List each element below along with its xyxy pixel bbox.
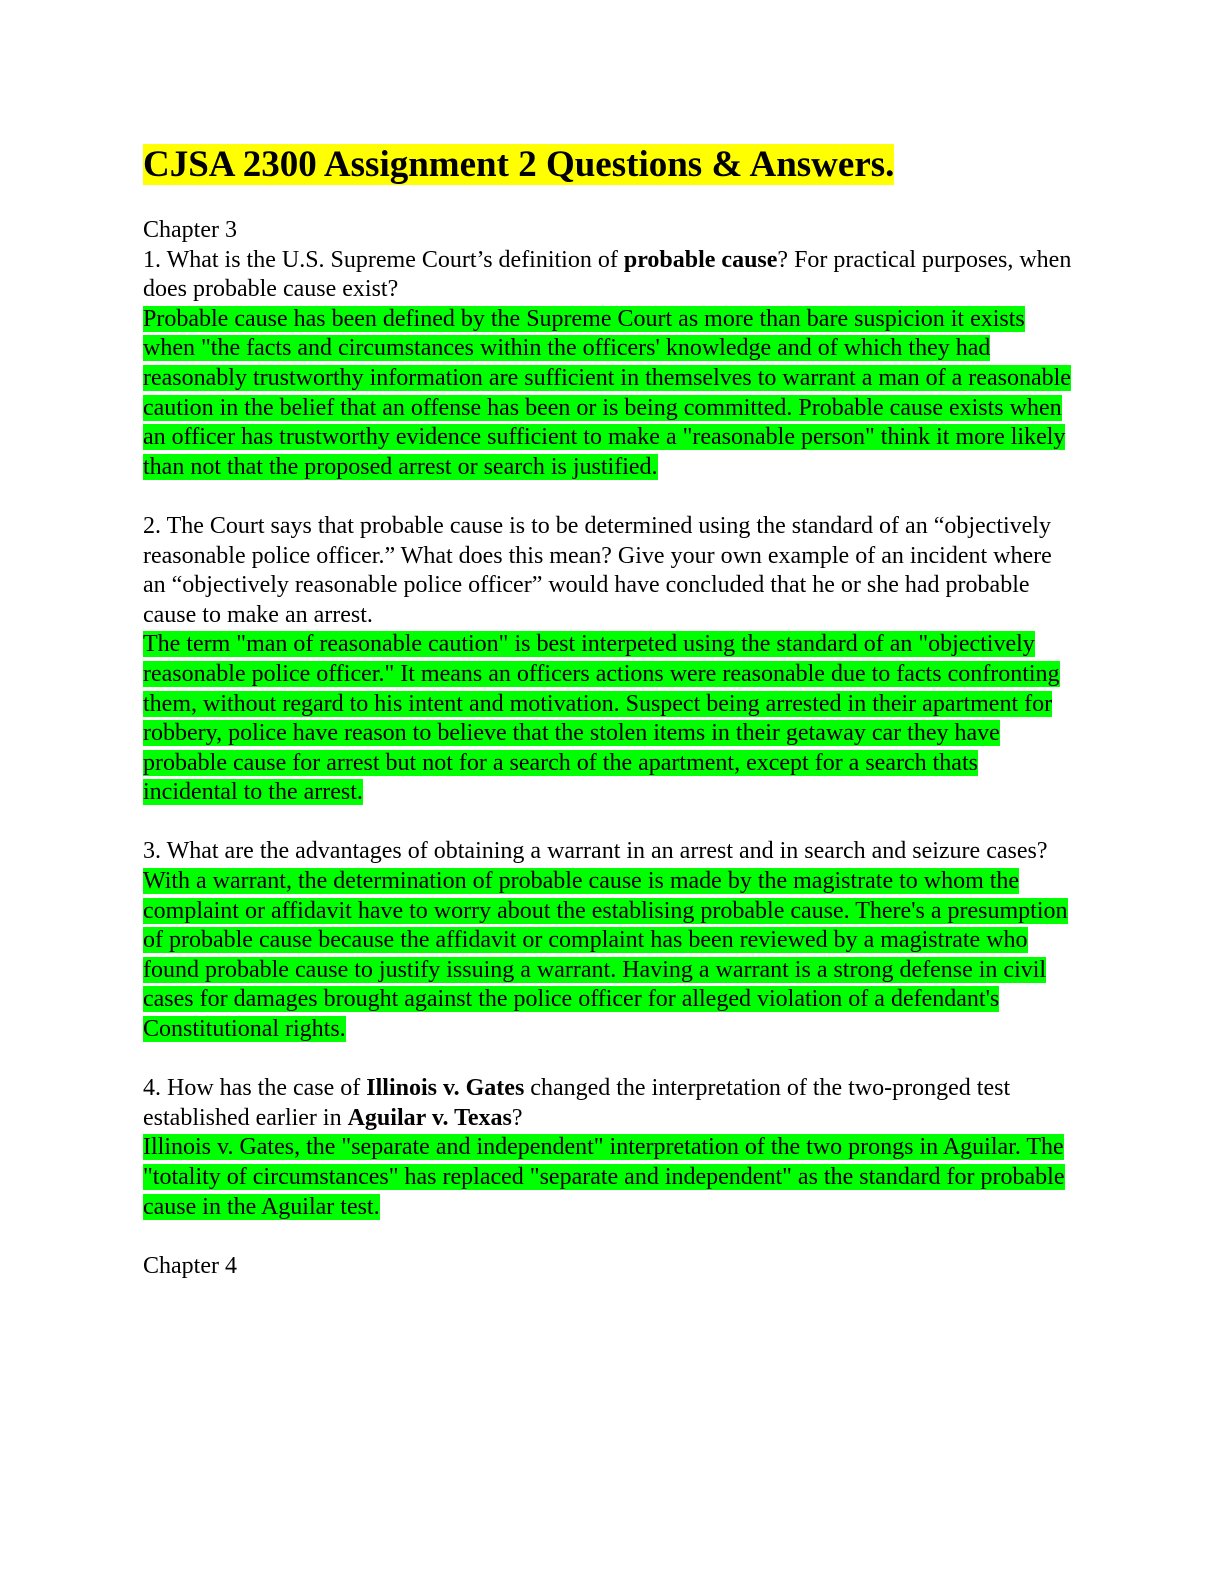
document-page [143, 140, 1073, 1281]
answer-3-text: With a warrant, the determination of probable cause is made by the magistrate to whom the complaint or affidavit have to worry about the establising probable cause. There's a presumption of probable cause because the affidavit or complaint has been reviewed by a magistrate who found probable cause to justify issuing a warrant. Having a warrant is a strong defense in civil cases for damages brought against the police officer for alleged violation of a defendant's Constitutional rights. [143, 868, 1068, 1043]
paragraph-gap [143, 1222, 1073, 1252]
question-1-text-start: 1. What is the U.S. Supreme Court’s definition of [143, 246, 624, 273]
question-4-text-end: ? [511, 1104, 523, 1131]
paragraph-gap [143, 482, 1073, 512]
answer-1 [143, 305, 1073, 483]
case-illinois-v-gates: Illinois v. Gates [366, 1075, 525, 1102]
page-title [143, 140, 1073, 190]
question-2: 2. The Court says that probable cause is to be determined using the standard of an “objectively reasonable police officer.” What does this mean? Give your own example of an incident where an “objectively reasonable police officer” would have concluded that he or she had probable cause to make an arrest. [143, 512, 1052, 628]
paragraph-gap [143, 808, 1073, 838]
question-1 [143, 246, 1073, 305]
chapter-3-heading: Chapter 3 [143, 217, 237, 243]
answer-1-text: Probable cause has been defined by the Supreme Court as more than bare suspicion it exists when "the facts and circumstances within the officers' knowledge and of which they had reasonably trustworthy information are sufficient in themselves to warrant a man of a reasonable caution in the belief that an offense has been or is being committed. Probable cause exists when an officer has trustworthy evidence sufficient to make a "reasonable person" think it more likely than not that the proposed arrest or search is justified. [143, 305, 1071, 480]
paragraph-gap [143, 1045, 1073, 1075]
answer-2-text: The term "man of reasonable caution" is best interpeted using the standard of an "objectively reasonable police officer." It means an officers actions were reasonable due to facts confronting them, without regard to his intent and motivation. Suspect being arrested in their apartment for robbery, police have reason to believe that the stolen items in their getaway car they have probable cause for arrest but not for a search of the apartment, except for a search thats incidental to the arrest. [143, 631, 1060, 806]
answer-2 [143, 630, 1073, 808]
answer-4 [143, 1133, 1073, 1222]
title-text: CJSA 2300 Assignment 2 Questions & Answers. [143, 144, 895, 185]
case-aguilar-v-texas: Aguilar v. Texas [347, 1104, 512, 1131]
question-4 [143, 1074, 1073, 1133]
term-probable-cause: probable cause [623, 246, 778, 273]
answer-4-text: Illinois v. Gates, the "separate and independent" interpretation of the two prongs in Aguilar. The "totality of circumstances" has replaced "separate and independent" as the standard for probable cause in the Aguilar test. [143, 1134, 1065, 1220]
chapter-4-heading: Chapter 4 [143, 1252, 237, 1279]
question-4-text-start: 4. How has the case of [143, 1075, 367, 1102]
question-4-text-middle: changed the interpretation of the two-pronged test established earlier in [143, 1075, 1011, 1131]
question-3: 3. What are the advantages of obtaining a warrant in an arrest and in search and seizure cases? [143, 838, 1048, 865]
question-1-text-end: ? For practical purposes, when does probable cause exist? [143, 246, 1072, 303]
document-body [143, 216, 1073, 1281]
answer-3 [143, 867, 1073, 1045]
